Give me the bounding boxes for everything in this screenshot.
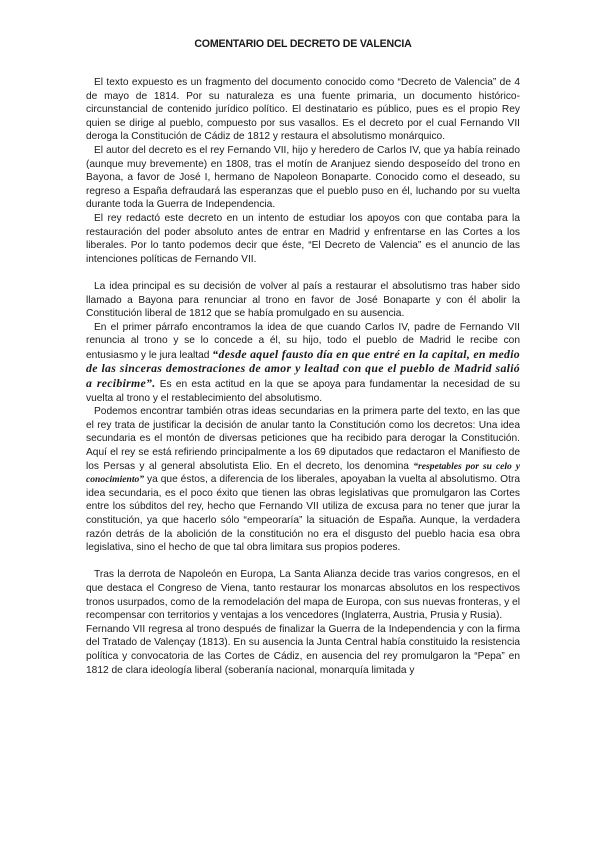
- document-title: COMENTARIO DEL DECRETO DE VALENCIA: [194, 38, 412, 50]
- paragraph-return: Fernando VII regresa al trono después de finalizar la Guerra de la Independencia y con la firma del Tratado de Valençay (1813). En su ausencia la Junta Central había constituido la resistencia política y convocatoria de las Cortes de Cádiz, en ausencia del rey promulgaron la “Pepa” en 1812 de clara ideología liberal (soberanía nacional, monarquía limitada y: [86, 623, 520, 676]
- text-segment: Podemos encontrar también otras ideas secundarias en la primera parte del texto, en las que el rey trata de justificar la decisión de anular tanto la Constitución como los decretos: Una idea secundaria es el montón de diversas peticiones que ha recibido para derogar la Constitución. Aquí el rey se está refiriendo principalmente a los 69 diputados que redactaron el Manifiesto de los Persas y al general absolutista Elio. En el decreto, los denomina: [86, 406, 520, 472]
- decree-quote: “desde aquel fausto día en que entré en la capital, en medio de las sinceras demostraciones de amor y lealtad con que el pueblo de Madrid salió a recibirme”.: [86, 346, 520, 391]
- paragraph-author: El autor del decreto es el rey Fernando VII, hijo y heredero de Carlos IV, que ya había reinado (aunque muy brevemente) en 1808, tras el motín de Aranjuez siendo desposeído del trono en Bayona, a favor de José I, hermano de Napoleon Bonaparte. Conocido como el deseado, su regreso a España defraudará las esperanzas que el pueblo puso en él, luchando por su vuelta durante toda la Guerra de Independencia.: [86, 144, 520, 211]
- paragraph-purpose: El rey redactó este decreto en un intento de estudiar los apoyos con que contaba para la restauración del poder absoluto antes de entrar en Madrid y enfrentarse en las Cortes a los liberales. Por lo tanto podemos decir que éste, “El Decreto de Valencia” es el anuncio de las intenciones políticas de Fernando VII.: [86, 212, 520, 265]
- text-segment: En el primer párrafo encontramos la idea de que cuando Carlos IV, padre de Fernando VII renuncia al trono y se lo concede a él, su hijo, todo el pueblo de Madrid le recibe con entusiasmo y le jura lealtad: [86, 321, 520, 361]
- text-segment: ya que éstos, a diferencia de los liberales, apoyaban la vuelta al absolutismo. Otra idea secundaria, es el poco éxito que tienen las obras legislativas que promulgaron las Cortes entre los súbditos del rey, hecho que Fernando VII utiliza de excusa para no tener que jurar la constitución, ya que hacerlo sólo “empeoraría” la situación de España. Aunque, la verdadera razón detrás de la abolición de la constitución no era el disgusto del pueblo hacia esa obra legislativa, sino el hecho de que tal obra limitara sus propios poderes.: [86, 474, 520, 554]
- paragraph-main-idea: La idea principal es su decisión de volver al país a restaurar el absolutismo tras haber sido llamado a Bayona para renunciar al trono en favor de José Bonaparte y con él abolir la Constitución liberal de 1812 que se había promulgado en su ausencia.: [86, 280, 520, 320]
- decree-quote-small: “respetables por su celo y conocimiento”: [86, 460, 520, 486]
- paragraph-context-europe: Tras la derrota de Napoleón en Europa, La Santa Alianza decide tras varios congresos, en el que destaca el Congreso de Viena, tanto restaurar los monarcas absolutos en los respectivos tronos usurpados, como de la remodelación del mapa de Europa, con sus nuevas fronteras, y el recompensar con territorios y ventajas a los vencedores (Inglaterra, Austria, Prusia y Rusia).: [86, 569, 520, 622]
- paragraph-first-part: [86, 321, 520, 406]
- text-segment: Es en esta actitud en la que se apoya para fundamentar la necesidad de su vuelta al trono y el restablecimiento del absolutismo.: [86, 379, 520, 404]
- paragraph-secondary-ideas: [86, 405, 520, 555]
- paragraph-intro: El texto expuesto es un fragmento del documento conocido como “Decreto de Valencia” de 4 de mayo de 1814. Por su naturaleza es una fuente primaria, un documento histórico-circunstancial de contenido jurídico político. El destinatario es público, pues es el propio Rey quien se dirige al pueblo, compuesto por sus vasallos. Es el decreto por el cual Fernando VII deroga la Constitución de Cádiz de 1812 y restaura el absolutismo monárquico.: [86, 77, 520, 143]
